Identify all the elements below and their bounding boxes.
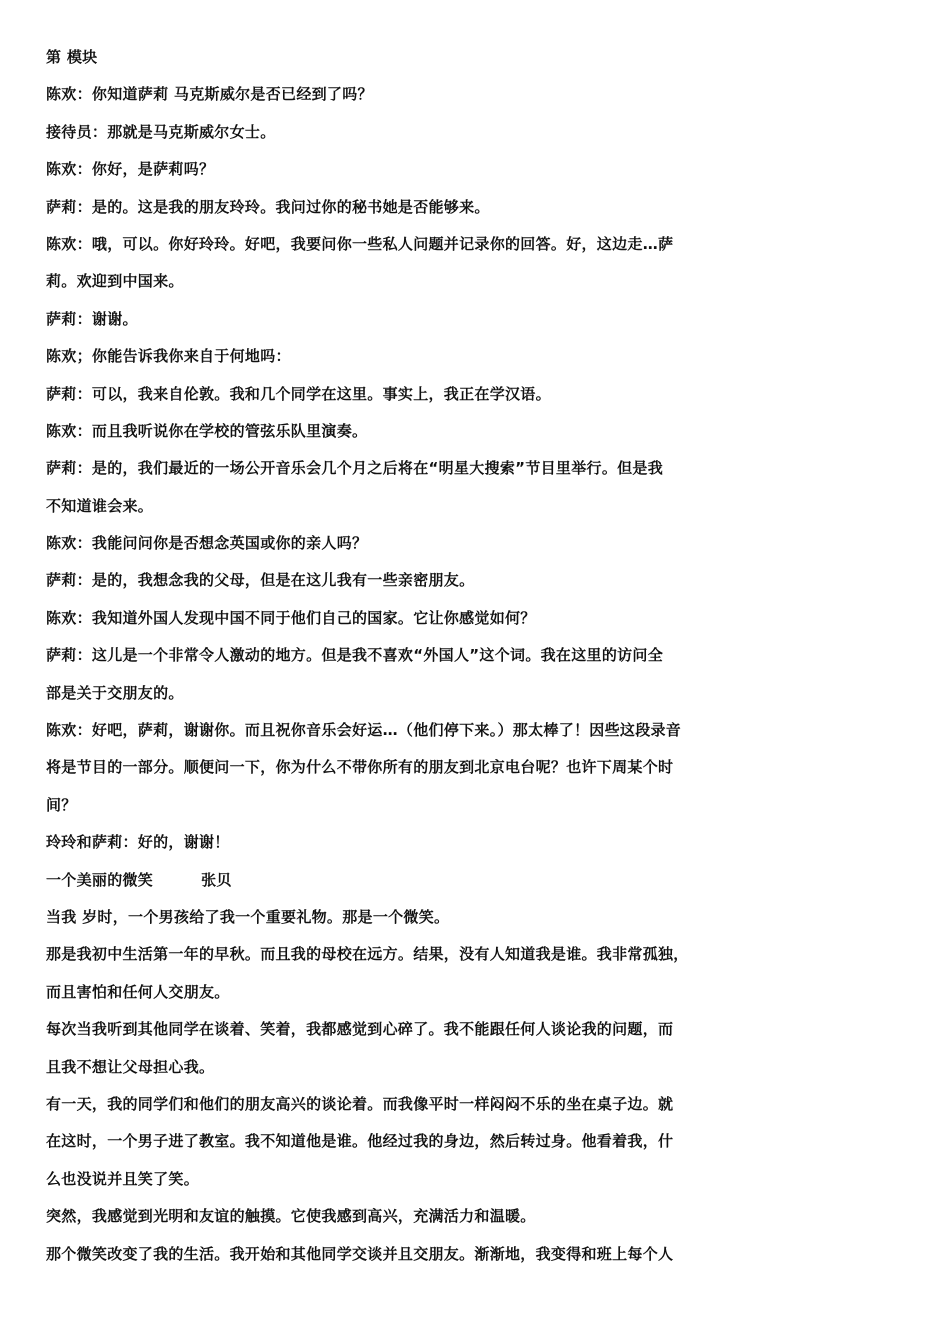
text-line: 第 模块	[46, 48, 98, 66]
text-line: 萨莉：是的，我想念我的父母，但是在这儿我有一些亲密朋友。	[46, 571, 475, 590]
text-line: 部是关于交朋友的。	[46, 683, 184, 702]
text-line: 陈欢：你知道萨莉 马克斯威尔是否已经到了吗？	[46, 85, 373, 104]
text-line: 将是节目的一部分。顺便问一下，你为什么不带你所有的朋友到北京电台呢？也许下周某个时	[46, 758, 674, 777]
text-line: 不知道谁会来。	[46, 496, 154, 515]
text-line: 陈欢：而且我听说你在学校的管弦乐队里演奏。	[46, 421, 368, 440]
text-line: 玲玲和萨莉：好的，谢谢！	[46, 833, 230, 852]
text-line: 萨莉：谢谢。	[46, 309, 138, 328]
story-line: 那个微笑改变了我的生活。我开始和其他同学交谈并且交朋友。渐渐地，我变得和班上每个人	[46, 1244, 674, 1263]
story-line: 么也没说并且笑了笑。	[46, 1169, 200, 1188]
story-line: 突然，我感觉到光明和友谊的触摸。它使我感到高兴，充满活力和温暖。	[46, 1207, 536, 1226]
story-line: 当我 岁时，一个男孩给了我一个重要礼物。那是一个微笑。	[46, 907, 450, 926]
text-line: 陈欢：哦，可以。你好玲玲。好吧，我要问你一些私人问题并记录你的回答。好，这边走…萨	[46, 234, 674, 253]
text-line: 陈欢：我知道外国人发现中国不同于他们自己的国家。它让你感觉如何？	[46, 608, 536, 627]
text-line: 陈欢：好吧，萨莉，谢谢你。而且祝你音乐会好运…（他们停下来。）那太棒了！因些这段录音	[46, 721, 682, 740]
story-title: 一个美丽的微笑	[46, 870, 154, 889]
text-line: 陈欢；你能告诉我你来自于何地吗：	[46, 347, 291, 366]
text-line: 萨莉：可以，我来自伦敦。我和几个同学在这里。事实上，我正在学汉语。	[46, 384, 551, 403]
story-line: 每次当我听到其他同学在谈着、笑着，我都感觉到心碎了。我不能跟任何人谈论我的问题，而	[46, 1020, 674, 1039]
text-line: 萨莉：是的。这是我的朋友玲玲。我问过你的秘书她是否能够来。	[46, 197, 490, 216]
story-line: 那是我初中生活第一年的早秋。而且我的母校在远方。结果，没有人知道我是谁。我非常孤独，	[46, 945, 689, 964]
story-line: 而且害怕和任何人交朋友。	[46, 982, 230, 1001]
text-line: 接待员：那就是马克斯威尔女士。	[46, 122, 276, 141]
story-line: 有一天，我的同学们和他们的朋友高兴的谈论着。而我像平时一样闷闷不乐的坐在桌子边。就	[46, 1094, 674, 1113]
text-line: 萨莉：这儿是一个非常令人激动的地方。但是我不喜欢“外国人”这个词。我在这里的访问全	[46, 646, 664, 665]
document-page	[46, 44, 846, 1278]
story-line: 且我不想让父母担心我。	[46, 1057, 215, 1076]
text-line: 间？	[46, 795, 77, 814]
text-line: 陈欢：你好，是萨莉吗？	[46, 160, 215, 179]
text-line: 莉。欢迎到中国来。	[46, 272, 184, 291]
text-line: 陈欢：我能问问你是否想念英国或你的亲人吗？	[46, 534, 368, 553]
text-line: 萨莉：是的，我们最近的一场公开音乐会几个月之后将在“明星大搜索”节目里举行。但是我	[46, 459, 664, 478]
story-author: 张贝	[201, 870, 232, 889]
story-heading	[46, 867, 846, 904]
story-line: 在这时，一个男子进了教室。我不知道他是谁。他经过我的身边，然后转过身。他看着我，什	[46, 1132, 674, 1151]
